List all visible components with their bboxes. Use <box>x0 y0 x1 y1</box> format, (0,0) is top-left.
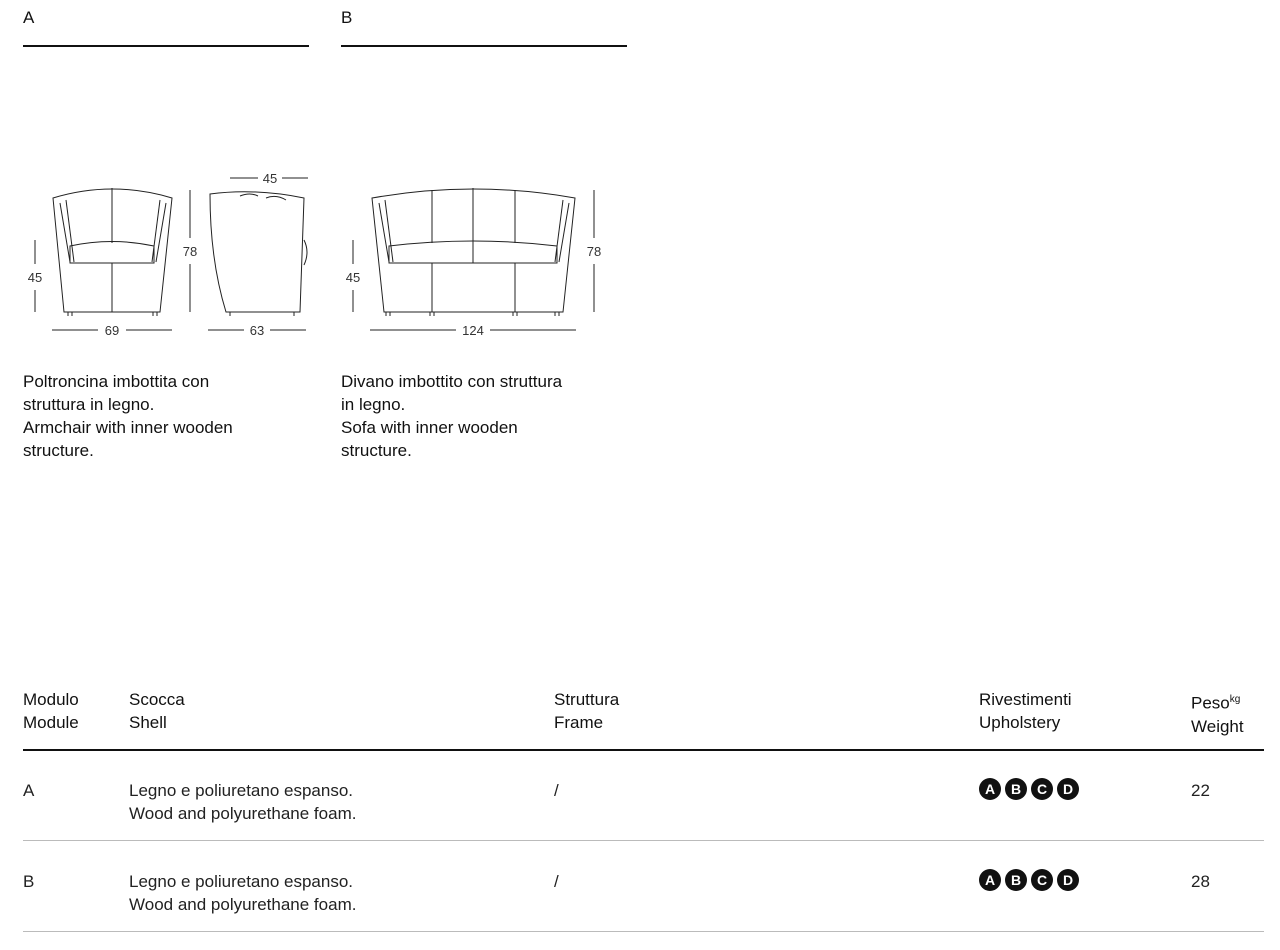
column-b-letter: B <box>341 8 353 27</box>
row-divider <box>23 931 1264 932</box>
upholstery-category-badge: C <box>1031 869 1053 891</box>
description-a-line: structure. <box>23 441 94 460</box>
header-upholstery <box>979 688 1072 734</box>
technical-drawings <box>0 0 640 350</box>
upholstery-category-badge: C <box>1031 778 1053 800</box>
header-weight-en: Weight <box>1191 716 1244 736</box>
upholstery-category-badge: A <box>979 869 1001 891</box>
row-module: A <box>23 781 35 800</box>
upholstery-category-badge: B <box>1005 869 1027 891</box>
row-upholstery <box>979 869 1079 891</box>
armchair-side-drawing <box>210 192 307 316</box>
header-weight <box>1191 688 1244 738</box>
description-b-line: Divano imbottito con struttura <box>341 372 563 391</box>
sofa-front-drawing <box>372 188 575 316</box>
armchair-seat-height-label: 45 <box>27 270 43 285</box>
row-frame: / <box>554 781 559 800</box>
header-shell <box>129 688 185 734</box>
header-module-en: Module <box>23 713 79 732</box>
description-b-line: Sofa with inner wooden <box>341 418 518 437</box>
row-weight: 22 <box>1191 781 1210 800</box>
row-shell-en: Wood and polyurethane foam. <box>129 804 357 823</box>
header-shell-it: Scocca <box>129 690 185 709</box>
row-shell-it: Legno e poliuretano espanso. <box>129 872 354 891</box>
header-shell-en: Shell <box>129 713 167 732</box>
armchair-depth-label: 63 <box>249 323 265 338</box>
upholstery-category-badge: D <box>1057 869 1079 891</box>
row-shell <box>129 779 356 825</box>
armchair-width-label: 69 <box>104 323 120 338</box>
upholstery-category-badge: D <box>1057 778 1079 800</box>
row-shell-en: Wood and polyurethane foam. <box>129 895 357 914</box>
table-header-rule <box>23 749 1264 751</box>
armchair-front-drawing <box>53 188 172 316</box>
row-shell <box>129 870 356 916</box>
sofa-height-label: 78 <box>586 244 602 259</box>
header-weight-unit: kg <box>1229 694 1241 705</box>
row-frame: / <box>554 872 559 891</box>
sofa-width-label: 124 <box>462 323 484 338</box>
header-frame <box>554 688 619 734</box>
row-shell-it: Legno e poliuretano espanso. <box>129 781 354 800</box>
header-module-it: Modulo <box>23 690 79 709</box>
row-weight: 28 <box>1191 872 1210 891</box>
header-weight-it: Peso <box>1191 693 1230 713</box>
description-a-line: struttura in legno. <box>23 395 155 414</box>
armchair-height-label: 78 <box>182 244 198 259</box>
description-b-line: structure. <box>341 441 412 460</box>
upholstery-category-badge: A <box>979 778 1001 800</box>
header-upholstery-en: Upholstery <box>979 713 1061 732</box>
description-a <box>23 370 233 462</box>
row-divider <box>23 840 1264 841</box>
description-a-line: Armchair with inner wooden <box>23 418 233 437</box>
header-module <box>23 688 79 734</box>
upholstery-category-badge: B <box>1005 778 1027 800</box>
header-frame-it: Struttura <box>554 690 620 709</box>
header-frame-en: Frame <box>554 713 604 732</box>
armchair-top-depth-label: 45 <box>262 171 278 186</box>
sofa-seat-height-label: 45 <box>345 270 361 285</box>
description-b <box>341 370 562 462</box>
column-a-letter: A <box>23 8 35 27</box>
row-module: B <box>23 872 35 891</box>
header-upholstery-it: Rivestimenti <box>979 690 1072 709</box>
description-b-line: in legno. <box>341 395 406 414</box>
row-upholstery <box>979 778 1079 800</box>
description-a-line: Poltroncina imbottita con <box>23 372 210 391</box>
